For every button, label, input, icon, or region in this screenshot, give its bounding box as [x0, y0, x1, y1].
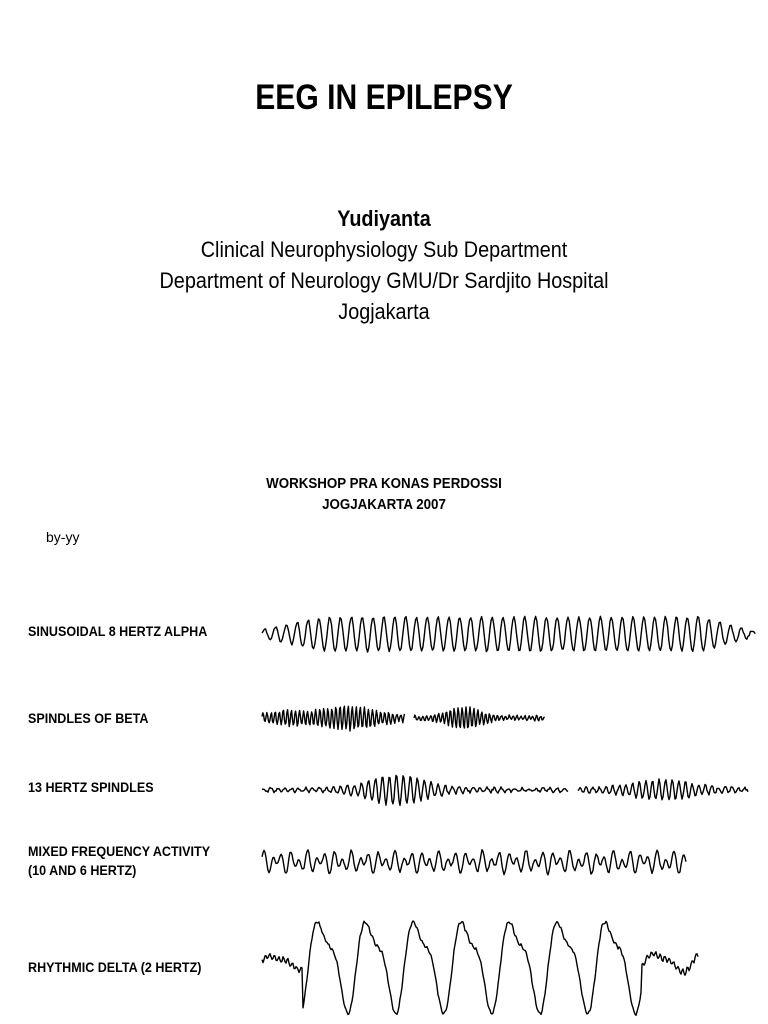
spindle-13hz-trace-b [578, 779, 748, 800]
label-beta-spindles: SPINDLES OF BETA [28, 711, 149, 726]
author-block [0, 203, 768, 327]
workshop-place-year: JOGJAKARTA 2007 [322, 497, 446, 513]
mixed-frequency-trace [262, 850, 686, 875]
rhythmic-delta-trace [262, 921, 698, 1015]
affiliation-city: Jogjakarta [338, 299, 430, 324]
label-mixed-frequency: MIXED FREQUENCY ACTIVITY (10 AND 6 HERTZ) [28, 844, 211, 878]
label-13hz-spindles: 13 HERTZ SPINDLES [28, 780, 154, 795]
eeg-traces [0, 590, 768, 1024]
workshop-block [0, 474, 768, 516]
spindle-13hz-trace-a [262, 775, 568, 805]
label-alpha: SINUSOIDAL 8 HERTZ ALPHA [28, 624, 208, 639]
eeg-waveform-figure [0, 590, 768, 1024]
affiliation-line: Clinical Neurophysiology Sub Department [200, 237, 568, 262]
beta-spindle-trace-b [414, 707, 544, 728]
author-name: Yudiyanta [337, 206, 431, 231]
affiliation-line: Department of Neurology GMU/Dr Sardjito Hospital [159, 268, 609, 293]
beta-spindle-trace-a [262, 706, 404, 731]
page-title: EEG IN EPILEPSY [255, 78, 513, 117]
credit-text: by-yy [46, 529, 80, 545]
alpha-trace [262, 616, 755, 652]
workshop-name: WORKSHOP PRA KONAS PERDOSSI [266, 476, 502, 492]
label-rhythmic-delta: RHYTHMIC DELTA (2 HERTZ) [28, 960, 202, 975]
